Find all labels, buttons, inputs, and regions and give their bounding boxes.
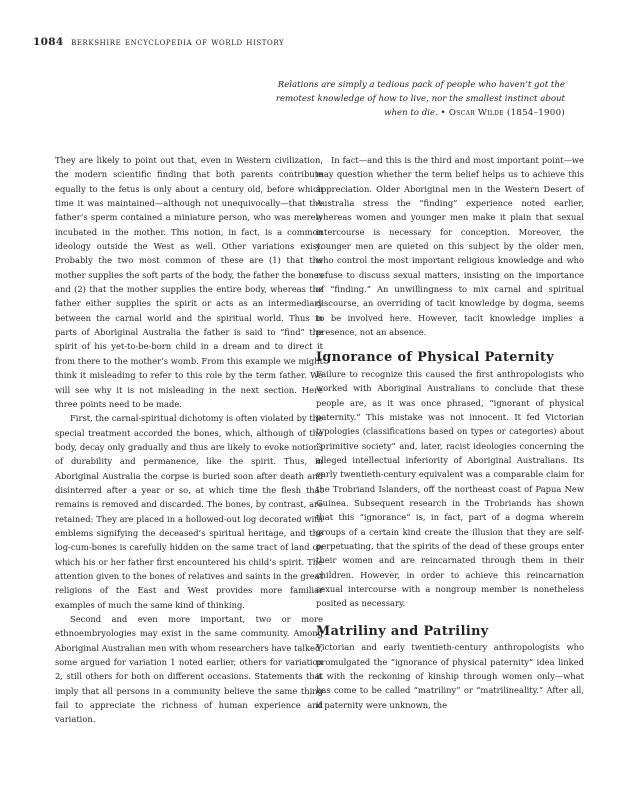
paragraph: Second and even more important, two or more ethnoembryologies may exist in the same community. Among Aboriginal Australian men with whom researchers have talked, some argued for variation 1 noted earlier, others for variation 2, still others for both on different occasions. Statements that imply that all persons in a community believe the same thing fail to appreciate the richness of human experience and variation.	[55, 614, 323, 725]
section-heading: Ignorance of Physical Paternity	[316, 350, 555, 366]
paragraph: In fact—and this is the third and most important point—we may question whether the term belief helps us to achieve this appreciation. Older Aboriginal men in the Western Desert of Australia stress the “finding” experience noted earlier, whereas women and younger men make it plain that sexual intercourse is necessary for conception. Moreover, the younger men are quieted on this subject by the older men, who control the most important religious knowledge and who refuse to discuss sexual matters, insisting on the importance of “finding.” An unwillingness to mix carnal and spiritual discourse, an overriding of tacit knowledge by dogma, seems to be involved here. However, tacit knowledge implies a presence, not an absence.	[316, 155, 584, 338]
epigraph-attribution: • Oscar Wilde (1854–1900)	[440, 108, 565, 119]
epigraph-text: Relations are simply a tedious pack of people who haven’t got the remotest knowledge of how to live, nor the smallest instinct about when to die.	[275, 80, 565, 119]
paragraph: First, the carnal-spiritual dichotomy is often violated by the special treatment accorded the bones, which, although of the body, decay only gradually and thus are likely to evoke notions of durability and permanence, like the spirit. Thus, in Aboriginal Australia the corpse is buried soon after death and disinterred after a year or so, at which time the flesh that remains is removed and discarded. The bones, by contrast, are retained: They are placed in a hollowed-out log decorated with emblems signifying the deceased’s spiritual heritage, and the log-cum-bones is carefully hidden on the same tract of land on which his or her father first encountered his child’s spirit. The attention given to the bones of relatives and saints in the great religions of the East and West provides more familiar examples of much the same kind of thinking.	[55, 413, 323, 610]
paragraph: They are likely to point out that, even in Western civilization, the modern scientific finding that both parents contribute equally to the fetus is only about a century old, before which time it was maintained—although not unequivocally—that the father’s sperm contained a miniature person, who was merely incubated in the mother. This notion, in fact, is a common ideology outside the West as well. Other variations exist. Probably the two most common of these are (1) that the mother supplies the soft parts of the body, the father the bones and (2) that the mother supplies the entire body, whereas the father either supplies the spirit or acts as an intermediary between the carnal world and the spiritual world. Thus in parts of Aboriginal Australia the father is said to “find” the spirit of his yet-to-be-born child in a dream and to direct it from there to the mother’s womb. From this example we might think it misleading to refer to this role by the term father. We will see why it is not misleading in the next section. Here three points need to be made.	[55, 155, 323, 409]
running-title: berkshire encyclopedia of world history	[71, 37, 285, 48]
right-column	[316, 153, 584, 712]
running-header	[33, 36, 284, 48]
epigraph	[265, 78, 565, 121]
section-heading: Matriliny and Patriliny	[316, 623, 489, 639]
page-number: 1084	[33, 36, 64, 48]
left-column	[55, 153, 323, 727]
paragraph: Victorian and early twentieth-century anthropologists who promulgated the “ignorance of physical paternity” idea linked it with the reckoning of kinship through women only—what has come to be called “matriliny” or “matrilineality.” After all, if paternity were unknown, the	[316, 642, 584, 710]
paragraph: Failure to recognize this caused the first anthropologists who worked with Aboriginal Australians to conclude that these people are, as it was once phrased, “ignorant of physical paternity.” This mistake was not innocent. It fed Victorian typologies (classifications based on types or categories) about “primitive society” and, later, racist ideologies concerning the alleged intellectual inferiority of Aboriginal Australians. Its early twentieth-century equivalent was a comparable claim for the Trobriand Islanders, off the northeast coast of Papua New Guinea. Subsequent research in the Trobriands has shown that this “ignorance” is, in fact, part of a dogma wherein groups of a certain kind create the illusion that they are self-perpetuating, that the spirits of the dead of these groups enter their women and are reincarnated through them in their children. However, in order to achieve this reincarnation sexual intercourse with a nongroup member is nonetheless posited as necessary.	[316, 368, 584, 609]
